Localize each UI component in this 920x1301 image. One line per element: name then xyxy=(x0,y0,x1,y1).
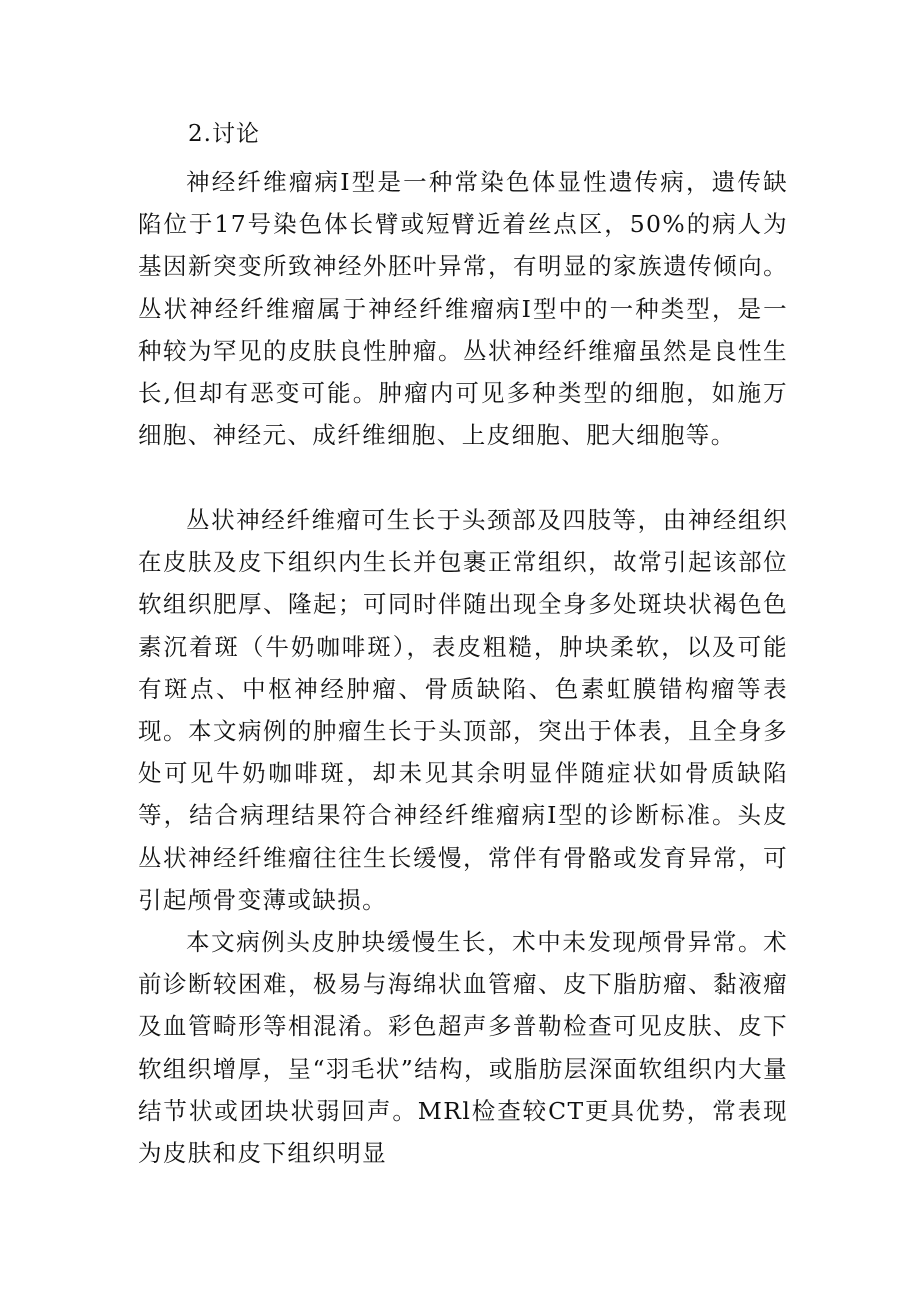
section-heading: 2.讨论 xyxy=(188,121,260,147)
paragraph-3: 本文病例头皮肿块缓慢生长，术中未发现颅骨异常。术前诊断较困难，极易与海绵状血管瘤、皮下脂肪瘤、黏液瘤及血管畸形等相混淆。彩色超声多普勒检查可见皮肤、皮下软组织增厚，呈“羽毛状”结构，或脂肪层深面软组织内大量结节状或团块状弱回声。MRl检查较CT更具优势，常表现为皮肤和皮下组织明显 xyxy=(138,928,788,1168)
paragraph-1: 神经纤维瘤病Ⅰ型是一种常染色体显性遗传病，遗传缺陷位于17号染色体长臂或短臂近着丝点区，50%的病人为基因新突变所致神经外胚叶异常，有明显的家族遗传倾向。丛状神经纤维瘤属于神经纤维瘤病Ⅰ型中的一种类型，是一种较为罕见的皮肤良性肿瘤。丛状神经纤维瘤虽然是良性生长,但却有恶变可能。肿瘤内可见多种类型的细胞，如施万细胞、神经元、成纤维细胞、上皮细胞、肥大细胞等。 xyxy=(138,168,788,450)
paragraph-2: 丛状神经纤维瘤可生长于头颈部及四肢等，由神经组织在皮肤及皮下组织内生长并包裹正常组织，故常引起该部位软组织肥厚、隆起；可同时伴随出现全身多处斑块状褐色色素沉着斑（牛奶咖啡斑），表皮粗糙，肿块柔软，以及可能有斑点、中枢神经肿瘤、骨质缺陷、色素虹膜错构瘤等表现。本文病例的肿瘤生长于头顶部，突出于体表，且全身多处可见牛奶咖啡斑，却未见其余明显伴随症状如骨质缺陷等，结合病理结果符合神经纤维瘤病Ⅰ型的诊断标准。头皮丛状神经纤维瘤往往生长缓慢，常伴有骨骼或发育异常，可引起颅骨变薄或缺损。 xyxy=(138,506,788,914)
